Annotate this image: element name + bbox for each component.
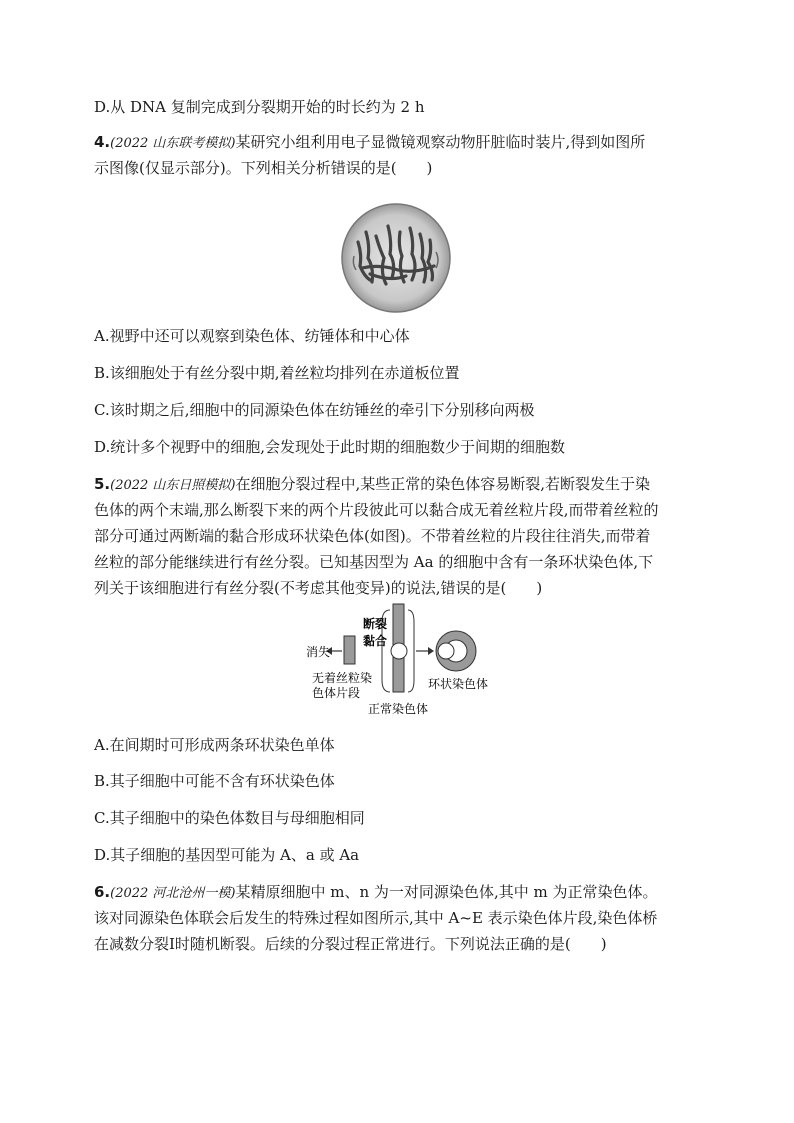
label-ring: 环状染色体 xyxy=(428,677,489,691)
q4-option-b: B.该细胞处于有丝分裂中期,着丝粒均排列在赤道板位置 xyxy=(94,364,460,382)
arrow-head-right xyxy=(428,647,434,655)
q6-number: 6. xyxy=(94,883,111,901)
q6-stem-line-1 xyxy=(94,882,657,904)
label-normal: 正常染色体 xyxy=(368,702,429,716)
acentric-fragment xyxy=(344,636,355,664)
q5-option-b: B.其子细胞中可能不含有环状染色体 xyxy=(94,772,335,790)
q4-number: 4. xyxy=(94,133,111,151)
q4-option-c: C.该时期之后,细胞中的同源染色体在纺锤丝的牵引下分别移向两极 xyxy=(94,401,535,419)
q4-stem-text-1: 某研究小组利用电子显微镜观察动物肝脏临时装片,得到如图所 xyxy=(235,133,646,151)
q5-stem-line-5: 列关于该细胞进行有丝分裂(不考虑其他变异)的说法,错误的是( ) xyxy=(94,579,543,597)
q5-stem-text-1: 在细胞分裂过程中,某些正常的染色体容易断裂,若断裂发生于染 xyxy=(235,475,651,493)
label-break: 断裂 xyxy=(363,617,388,631)
q5-option-c: C.其子细胞中的染色体数目与母细胞相同 xyxy=(94,809,365,827)
q4-option-d: D.统计多个视野中的细胞,会发现处于此时期的细胞数少于间期的细胞数 xyxy=(94,438,566,456)
q5-ring-chromosome-diagram xyxy=(290,600,510,720)
ring-centromere xyxy=(438,643,454,659)
q6-source: (2022 河北沧州一模) xyxy=(110,886,236,901)
q5-stem-line-3: 部分可通过两断端的黏合形成环状染色体(如图)。不带着丝粒的片段往往消失,而带着 xyxy=(94,527,651,545)
q4-source: (2022 山东联考模拟) xyxy=(110,136,236,151)
label-join: 黏合 xyxy=(363,634,388,648)
q5-stem-line-2: 色体的两个末端,那么断裂下来的两个片段彼此可以黏合成无着丝粒片段,而带着丝粒的 xyxy=(94,501,659,519)
q5-option-d: D.其子细胞的基因型可能为 A、a 或 Aa xyxy=(94,846,360,864)
label-disappear: 消失 xyxy=(306,645,331,659)
q4-micrograph xyxy=(340,202,452,314)
q3-option-d: D.从 DNA 复制完成到分裂期开始的时长约为 2 h xyxy=(94,98,425,116)
q5-option-a: A.在间期时可形成两条环状染色单体 xyxy=(94,736,335,754)
micrograph-image xyxy=(340,202,452,314)
q6-stem-text-1: 某精原细胞中 m、n 为一对同源染色体,其中 m 为正常染色体。 xyxy=(235,883,658,901)
q4-option-a: A.视野中还可以观察到染色体、纺锤体和中心体 xyxy=(94,327,410,345)
q4-stem-line-2: 示图像(仅显示部分)。下列相关分析错误的是( ) xyxy=(94,159,433,177)
q4-stem-line-1 xyxy=(94,132,645,154)
q6-stem-line-3: 在减数分裂Ⅰ时随机断裂。后续的分裂过程正常进行。下列说法正确的是( ) xyxy=(94,935,607,953)
q5-stem-line-4: 丝粒的部分能继续进行有丝分裂。已知基因型为 Aa 的细胞中含有一条环状染色体,下 xyxy=(94,553,654,571)
q5-stem-line-1 xyxy=(94,474,650,496)
label-fragment-2: 色体片段 xyxy=(312,686,361,700)
label-fragment-1: 无着丝粒染 xyxy=(312,671,373,685)
q5-source: (2022 山东日照模拟) xyxy=(110,478,236,493)
centromere xyxy=(391,643,407,659)
q5-number: 5. xyxy=(94,475,111,493)
q6-stem-line-2: 该对同源染色体联会后发生的特殊过程如图所示,其中 A~E 表示染色体片段,染色体桥 xyxy=(94,909,658,927)
bracket-right xyxy=(408,610,414,692)
